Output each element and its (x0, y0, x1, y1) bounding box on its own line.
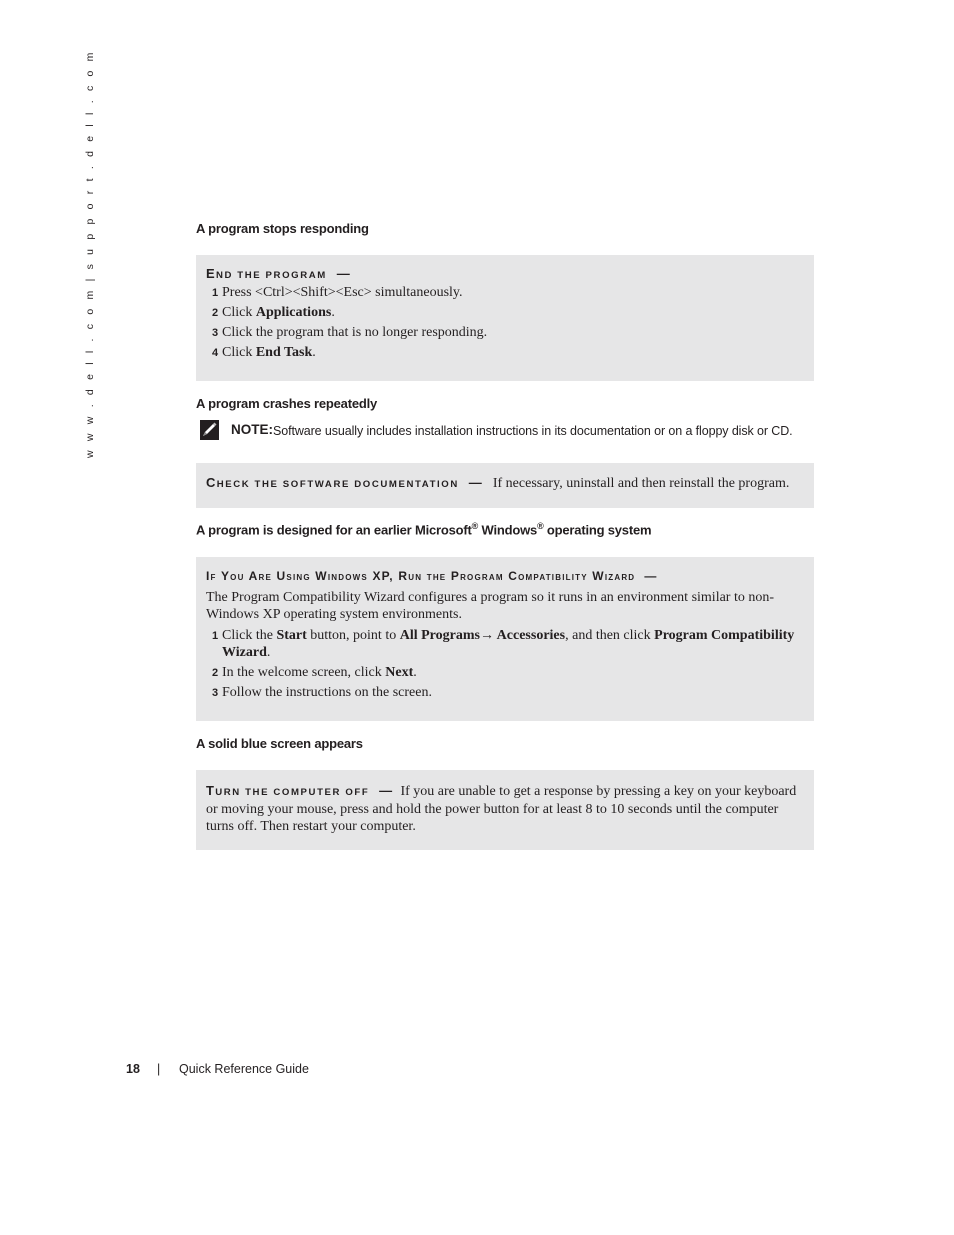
box-turn-computer-off (196, 770, 814, 850)
box-title-check-software-documentation: CHECK THE SOFTWARE DOCUMENTATION — If necessary, uninstall and then reinstall the program. (206, 475, 790, 491)
step-2: 2 Click Applications. (212, 305, 335, 320)
box-title-compatibility-wizard: If You Are Using Windows XP, Run the Program Compatibility Wizard — (206, 569, 658, 583)
step-3: 3 Follow the instructions on the screen. (212, 685, 432, 700)
step-3: 3 Click the program that is no longer responding. (212, 325, 488, 340)
step-2: 2 In the welcome screen, click Next. (212, 665, 417, 680)
heading-program-earlier-windows: A program is designed for an earlier Microsoft® Windows® operating system (196, 521, 652, 538)
box-check-software-documentation (196, 463, 814, 508)
guide-title: Quick Reference Guide (179, 1062, 309, 1076)
page-number: 18 (126, 1062, 140, 1076)
heading-program-crashes-repeatedly: A program crashes repeatedly (196, 396, 378, 411)
page-footer (126, 1062, 309, 1076)
note-pencil-icon (200, 420, 219, 440)
box-text-reinstall: If necessary, uninstall and then reinstall the program. (492, 476, 790, 491)
note-text: Software usually includes installation instructions in its documentation or on a floppy disk or CD. (273, 424, 793, 438)
box-title-turn-computer-off: TURN THE COMPUTER OFF — (206, 783, 394, 798)
box-text-turn-off: TURN THE COMPUTER OFF — If you are unable to get a response by pressing a key on your keyboard or moving your mouse, press and hold the power button for at least 8 to 10 seconds until the computer turns off. Then restart your computer. (206, 783, 797, 834)
heading-solid-blue-screen: A solid blue screen appears (196, 736, 363, 751)
heading-program-stops-responding: A program stops responding (196, 221, 369, 236)
step-1: 1 Click the Start button, point to All Programs→ Accessories, and then click Program Compatibility Wizard. (212, 628, 795, 660)
note-label: NOTE: (231, 422, 273, 437)
box-end-the-program (196, 255, 814, 381)
step-4: 4 Click End Task. (212, 345, 316, 360)
step-1: 1 Press <Ctrl><Shift><Esc> simultaneously. (212, 285, 463, 300)
box-compatibility-wizard (196, 557, 814, 721)
side-url: w w w . d e l l . c o m | s u p p o r t . d e l l . c o m (84, 49, 96, 458)
intro-paragraph: The Program Compatibility Wizard configures a program so it runs in an environment similar to non-Windows XP operating system environments. (206, 590, 775, 622)
footer-separator: | (157, 1062, 161, 1076)
box-title-end-the-program: END THE PROGRAM — (206, 266, 352, 281)
note-row (200, 420, 820, 442)
